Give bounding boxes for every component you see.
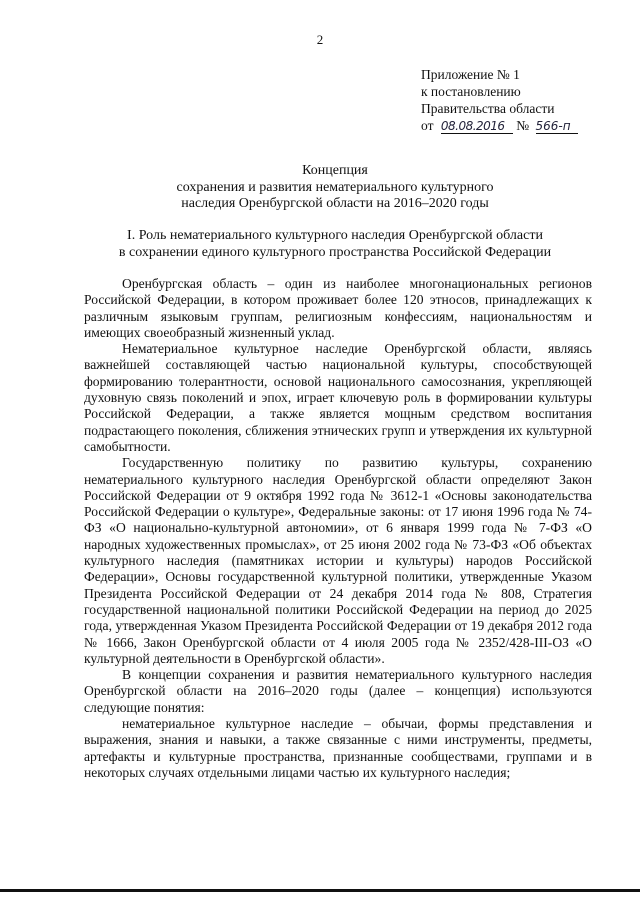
appendix-line-2: к постановлению (421, 84, 521, 99)
paragraph-4: В концепции сохранения и развития нематериального культурного наследия Оренбургской области на 2016–2020 годы (далее – концепция) используются следующие понятия: (84, 667, 592, 715)
body-text (84, 276, 592, 781)
from-label: от (421, 118, 434, 133)
title-line-1: Концепция (302, 163, 368, 178)
title-line-2: сохранения и развития нематериального культурного (176, 179, 494, 195)
appendix-date-line (421, 117, 578, 134)
handwritten-number: 566-п (536, 119, 578, 134)
document-title (0, 163, 640, 213)
page-number: 2 (316, 32, 324, 47)
handwritten-date: 08.08.2016 (441, 119, 513, 134)
paragraph-5: нематериальное культурное наследие – обычаи, формы представления и выражения, знания и навыки, а также связанные с ними инструменты, предметы, артефакты и культурные пространства, признанные сообществами, группами и в некоторых случаях отдельными лицами частью их культурного наследия; (84, 716, 592, 780)
paragraph-3: Государственную политику по развитию культуры, сохранению нематериального культурного наследия Оренбургской области определяют Закон Российской Федерации от 9 октября 1992 года № 3612-1 «Основы законодательства Российской Федерации о культуре», Федеральные законы: от 17 июня 1996 года № 74-ФЗ «О национально-культурной автономии», от 6 января 1999 года № 7-ФЗ «О народных художественных промыслах», от 25 июня 2002 года № 73-ФЗ «Об объектах культурного наследия (памятниках истории и культуры) народов Российской Федерации», Основы государственной культурной политики, утвержденные Указом Президента Российской Федерации от 24 декабря 2014 года № 808, Стратегия государственной национальной политики Российской Федерации на период до 2025 года, утвержденная Указом Президента Российской Федерации от 19 декабря 2012 года № 1666, Закон Оренбургской области от 4 июля 2005 года № 2352/428-III-ОЗ «О культурной деятельности в Оренбургской области». (84, 455, 592, 666)
paragraph-1: Оренбургская область – один из наиболее многонациональных регионов Российской Федерации, в котором проживает более 120 этносов, принадлежащих к различным языковым группам, религиозным конфессиям, национальностям и имеющих своеобразный жизненный уклад. (84, 276, 592, 340)
appendix-line-1: Приложение № 1 (421, 67, 520, 82)
section-heading (0, 227, 640, 261)
appendix-block (421, 66, 578, 134)
section-line-1: I. Роль нематериального культурного наследия Оренбургской области (127, 228, 543, 243)
title-line-3: наследия Оренбургской области на 2016–2020 годы (181, 196, 489, 211)
paragraph-2: Нематериальное культурное наследие Оренбургской области, являясь важнейшей составляющей частью национальной культуры, способствующей формированию толерантности, основой национального самосознания, укрепляющей духовную связь поколений и эпох, играет ключевую роль в формировании культуры Российской Федерации, а также является мощным средством воспитания подрастающего поколения, сближения этнических групп и утверждения их культурной самобытности. (84, 341, 592, 454)
appendix-line-3: Правительства области (421, 101, 555, 116)
section-line-2: в сохранении единого культурного пространства Российской Федерации (118, 245, 552, 260)
number-label: № (516, 118, 530, 133)
scan-bottom-edge (0, 889, 640, 892)
